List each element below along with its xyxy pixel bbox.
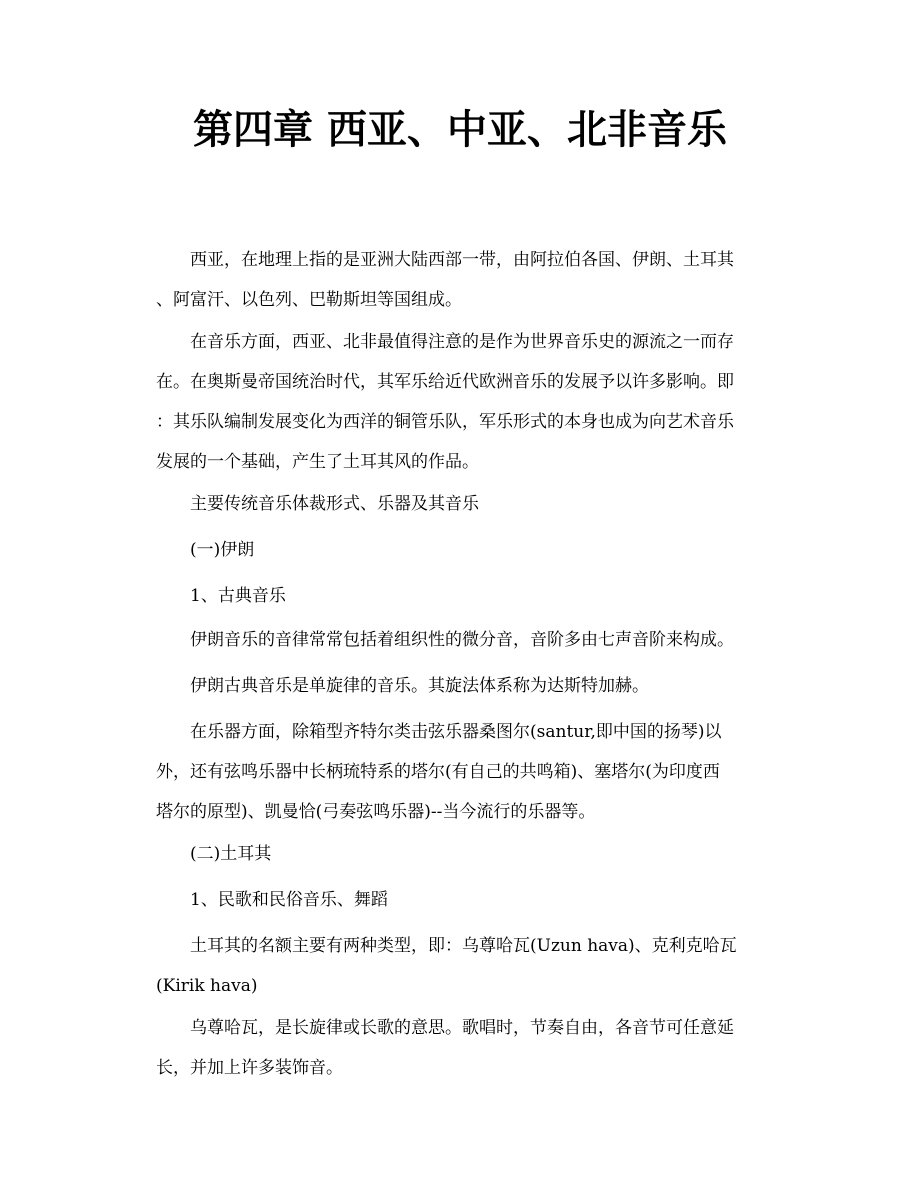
subheading-folk-music (156, 880, 768, 920)
paragraph-line: 在。在奥斯曼帝国统治时代，其军乐给近代欧洲音乐的发展予以许多影响。即 (156, 372, 734, 392)
paragraph-uzun-hava (156, 1008, 768, 1088)
paragraph-line: 塔尔的原型)、凯曼恰(弓奏弦鸣乐器)--当今流行的乐器等。 (156, 802, 596, 822)
paragraph-line: 、阿富汗、以色列、巴勒斯坦等国组成。 (156, 290, 462, 310)
paragraph-line: 伊朗古典音乐是单旋律的音乐。其旋法体系称为达斯特加赫。 (190, 676, 649, 696)
paragraph-intro (156, 240, 768, 320)
section-heading-turkey (156, 834, 768, 874)
paragraph-line: 主要传统音乐体裁形式、乐器及其音乐 (190, 494, 479, 514)
paragraph-line: 在音乐方面，西亚、北非最值得注意的是作为世界音乐史的源流之一而存 (190, 332, 734, 352)
paragraph-line: 1、民歌和民俗音乐、舞蹈 (190, 890, 388, 910)
paragraph-line: 1、古典音乐 (190, 586, 286, 606)
section-heading-iran (156, 530, 768, 570)
paragraph-line: (Kirik hava) (156, 976, 258, 996)
subheading-classical-music (156, 576, 768, 616)
paragraph-line: (一)伊朗 (190, 540, 255, 560)
paragraph-music-aspects (156, 322, 768, 482)
paragraph-line: (二)土耳其 (190, 844, 272, 864)
paragraph-line: 长，并加上许多装饰音。 (156, 1058, 343, 1078)
section-heading-main (156, 484, 768, 524)
paragraph-iran-classical (156, 666, 768, 706)
paragraph-line: ：其乐队编制发展变化为西洋的铜管乐队，军乐形式的本身也成为向艺术音乐 (156, 412, 734, 432)
chapter-title: 第四章 西亚、中亚、北非音乐 (193, 106, 727, 153)
paragraph-turkey-song-types (156, 926, 768, 1006)
paragraph-iran-instruments (156, 712, 768, 832)
paragraph-line: 乌尊哈瓦，是长旋律或长歌的意思。歌唱时，节奏自由，各音节可任意延 (190, 1018, 734, 1038)
paragraph-line: 伊朗音乐的音律常常包括着组织性的微分音，音阶多由七声音阶来构成。 (190, 630, 734, 650)
paragraph-line: 土耳其的名额主要有两种类型，即：乌尊哈瓦(Uzun hava)、克利克哈瓦 (190, 936, 737, 956)
paragraph-line: 西亚，在地理上指的是亚洲大陆西部一带，由阿拉伯各国、伊朗、土耳其 (190, 250, 734, 270)
paragraph-line: 外，还有弦鸣乐器中长柄琉特系的塔尔(有自己的共鸣箱)、塞塔尔(为印度西 (156, 762, 720, 782)
paragraph-iran-temperament (156, 620, 768, 660)
paragraph-line: 发展的一个基础，产生了土耳其风的作品。 (156, 452, 479, 472)
paragraph-line: 在乐器方面，除箱型齐特尔类击弦乐器桑图尔(santur,即中国的扬琴)以 (190, 722, 722, 742)
